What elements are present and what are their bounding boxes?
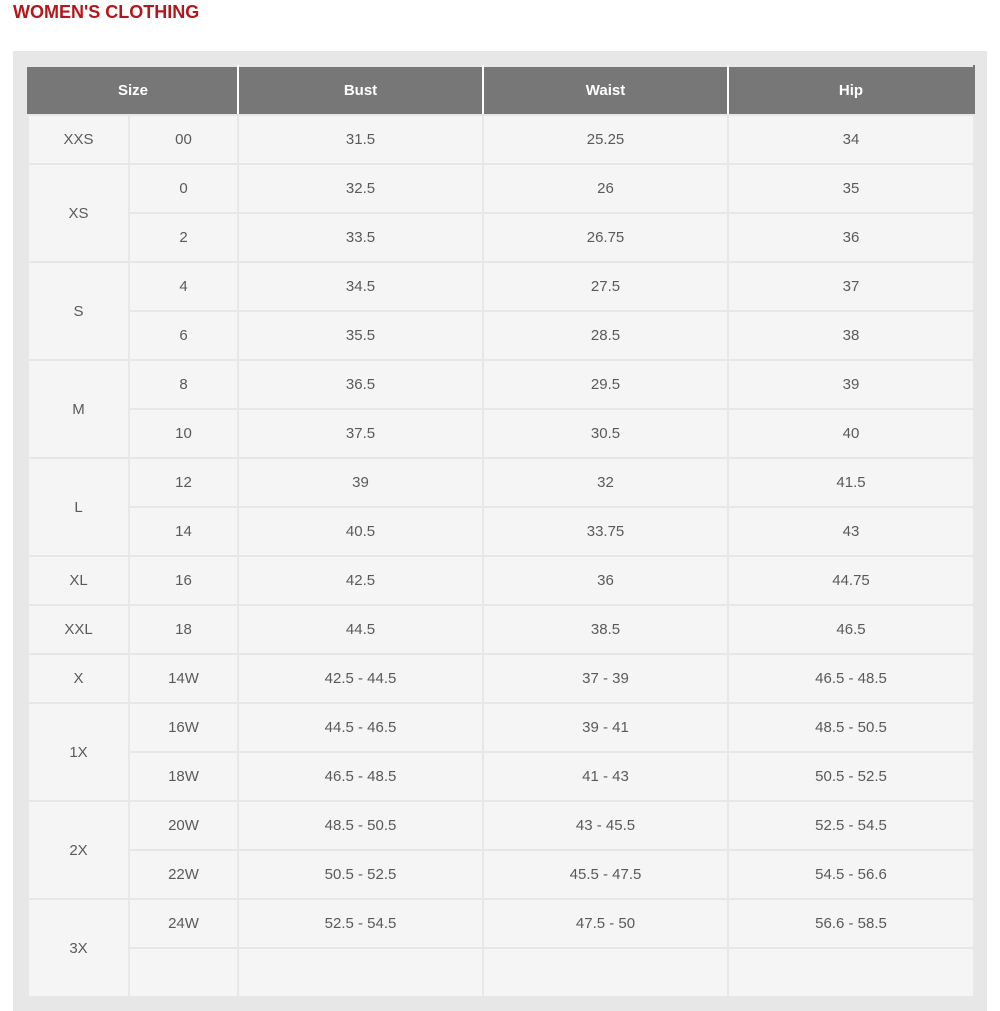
cell-size: 18W bbox=[129, 752, 238, 801]
size-group-label: XL bbox=[28, 556, 129, 605]
size-chart-body bbox=[28, 115, 974, 997]
size-group-label: L bbox=[28, 458, 129, 556]
cell-waist: 41 - 43 bbox=[483, 752, 728, 801]
cell-size: 12 bbox=[129, 458, 238, 507]
cell-bust: 31.5 bbox=[238, 115, 483, 164]
cell-waist: 25.25 bbox=[483, 115, 728, 164]
table-row bbox=[28, 703, 974, 752]
cell-waist: 39 - 41 bbox=[483, 703, 728, 752]
table-header-row bbox=[28, 66, 974, 115]
cell-waist: 32 bbox=[483, 458, 728, 507]
table-row bbox=[28, 899, 974, 948]
cell-size: 14 bbox=[129, 507, 238, 556]
cell-waist: 47.5 - 50 bbox=[483, 899, 728, 948]
size-group-label: X bbox=[28, 654, 129, 703]
table-row bbox=[28, 458, 974, 507]
size-group-label: XXS bbox=[28, 115, 129, 164]
cell-bust: 50.5 - 52.5 bbox=[238, 850, 483, 899]
header-waist: Waist bbox=[483, 66, 728, 115]
cell-bust: 35.5 bbox=[238, 311, 483, 360]
cell-hip: 43 bbox=[728, 507, 974, 556]
cell-waist bbox=[483, 948, 728, 997]
cell-hip: 34 bbox=[728, 115, 974, 164]
cell-waist: 38.5 bbox=[483, 605, 728, 654]
size-group-label: M bbox=[28, 360, 129, 458]
cell-waist: 27.5 bbox=[483, 262, 728, 311]
table-row bbox=[28, 556, 974, 605]
cell-size: 18 bbox=[129, 605, 238, 654]
cell-size bbox=[129, 948, 238, 997]
table-row bbox=[28, 850, 974, 899]
cell-size: 6 bbox=[129, 311, 238, 360]
cell-bust: 37.5 bbox=[238, 409, 483, 458]
cell-size: 16W bbox=[129, 703, 238, 752]
size-group-label: S bbox=[28, 262, 129, 360]
size-group-label: XXL bbox=[28, 605, 129, 654]
cell-hip: 37 bbox=[728, 262, 974, 311]
cell-hip: 54.5 - 56.6 bbox=[728, 850, 974, 899]
cell-size: 16 bbox=[129, 556, 238, 605]
table-row bbox=[28, 164, 974, 213]
cell-hip: 44.75 bbox=[728, 556, 974, 605]
size-chart-table bbox=[27, 65, 975, 998]
cell-bust: 42.5 - 44.5 bbox=[238, 654, 483, 703]
cell-size: 14W bbox=[129, 654, 238, 703]
table-row bbox=[28, 311, 974, 360]
cell-size: 24W bbox=[129, 899, 238, 948]
table-row bbox=[28, 213, 974, 262]
table-row bbox=[28, 752, 974, 801]
size-group-label: 3X bbox=[28, 899, 129, 997]
table-row bbox=[28, 262, 974, 311]
cell-hip: 48.5 - 50.5 bbox=[728, 703, 974, 752]
table-row bbox=[28, 948, 974, 997]
table-row bbox=[28, 801, 974, 850]
cell-bust: 40.5 bbox=[238, 507, 483, 556]
cell-bust: 42.5 bbox=[238, 556, 483, 605]
table-row bbox=[28, 360, 974, 409]
table-row bbox=[28, 605, 974, 654]
cell-size: 10 bbox=[129, 409, 238, 458]
cell-bust: 32.5 bbox=[238, 164, 483, 213]
cell-bust: 44.5 bbox=[238, 605, 483, 654]
cell-waist: 33.75 bbox=[483, 507, 728, 556]
cell-hip: 56.6 - 58.5 bbox=[728, 899, 974, 948]
table-row bbox=[28, 409, 974, 458]
cell-bust: 39 bbox=[238, 458, 483, 507]
cell-size: 22W bbox=[129, 850, 238, 899]
header-bust: Bust bbox=[238, 66, 483, 115]
cell-waist: 29.5 bbox=[483, 360, 728, 409]
size-group-label: 1X bbox=[28, 703, 129, 801]
cell-waist: 37 - 39 bbox=[483, 654, 728, 703]
cell-hip: 39 bbox=[728, 360, 974, 409]
cell-bust bbox=[238, 948, 483, 997]
cell-hip: 41.5 bbox=[728, 458, 974, 507]
cell-bust: 48.5 - 50.5 bbox=[238, 801, 483, 850]
cell-size: 00 bbox=[129, 115, 238, 164]
cell-hip: 52.5 - 54.5 bbox=[728, 801, 974, 850]
cell-bust: 36.5 bbox=[238, 360, 483, 409]
cell-hip: 36 bbox=[728, 213, 974, 262]
header-size: Size bbox=[28, 66, 238, 115]
cell-hip bbox=[728, 948, 974, 997]
cell-waist: 26.75 bbox=[483, 213, 728, 262]
cell-hip: 46.5 bbox=[728, 605, 974, 654]
table-row bbox=[28, 115, 974, 164]
cell-bust: 44.5 - 46.5 bbox=[238, 703, 483, 752]
cell-waist: 26 bbox=[483, 164, 728, 213]
size-group-label: 2X bbox=[28, 801, 129, 899]
cell-bust: 34.5 bbox=[238, 262, 483, 311]
cell-bust: 33.5 bbox=[238, 213, 483, 262]
cell-waist: 30.5 bbox=[483, 409, 728, 458]
header-hip: Hip bbox=[728, 66, 974, 115]
cell-hip: 35 bbox=[728, 164, 974, 213]
cell-hip: 50.5 - 52.5 bbox=[728, 752, 974, 801]
table-row bbox=[28, 654, 974, 703]
page-title: WOMEN'S CLOTHING bbox=[13, 2, 200, 22]
cell-hip: 46.5 - 48.5 bbox=[728, 654, 974, 703]
cell-size: 20W bbox=[129, 801, 238, 850]
table-row bbox=[28, 507, 974, 556]
cell-waist: 43 - 45.5 bbox=[483, 801, 728, 850]
cell-size: 0 bbox=[129, 164, 238, 213]
cell-bust: 46.5 - 48.5 bbox=[238, 752, 483, 801]
cell-waist: 36 bbox=[483, 556, 728, 605]
cell-waist: 28.5 bbox=[483, 311, 728, 360]
cell-size: 4 bbox=[129, 262, 238, 311]
cell-hip: 38 bbox=[728, 311, 974, 360]
cell-waist: 45.5 - 47.5 bbox=[483, 850, 728, 899]
cell-size: 8 bbox=[129, 360, 238, 409]
size-group-label: XS bbox=[28, 164, 129, 262]
cell-size: 2 bbox=[129, 213, 238, 262]
cell-bust: 52.5 - 54.5 bbox=[238, 899, 483, 948]
cell-hip: 40 bbox=[728, 409, 974, 458]
